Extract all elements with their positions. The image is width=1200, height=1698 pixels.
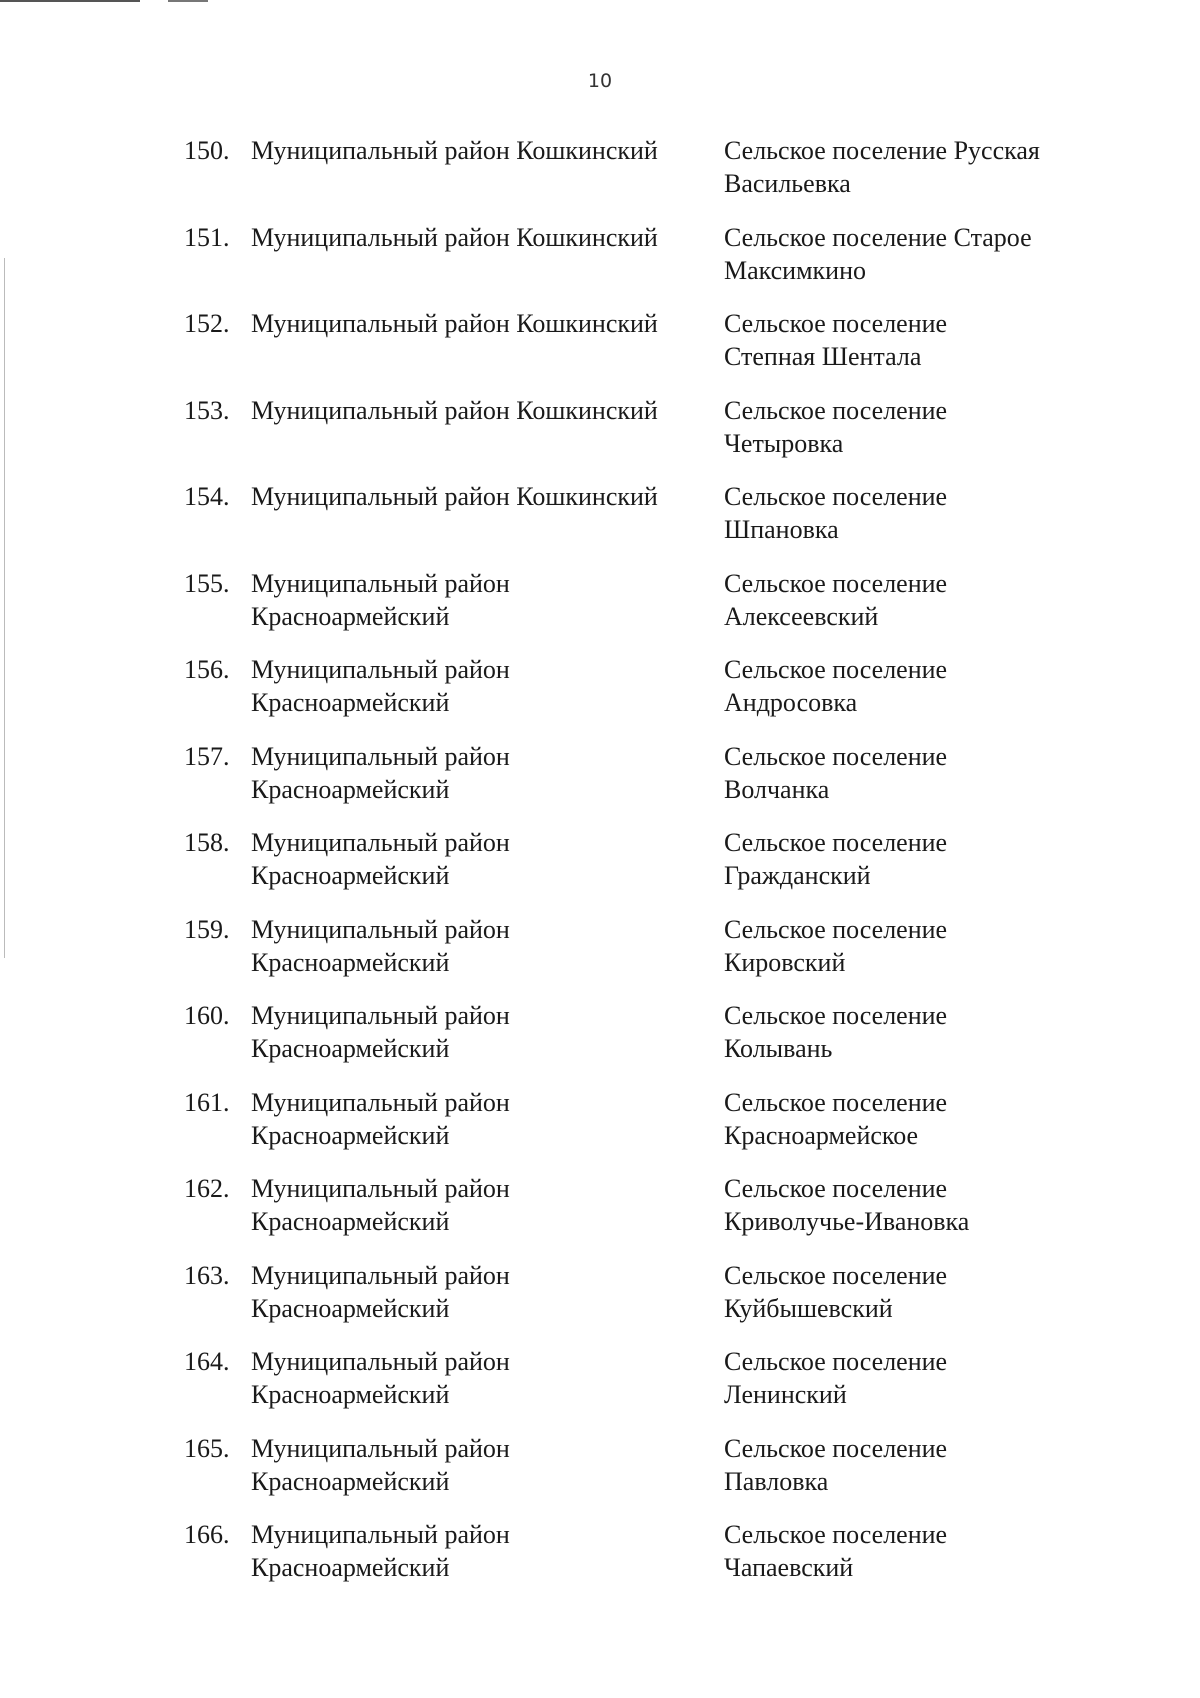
district-line: Муниципальный район xyxy=(251,1433,510,1463)
district-cell xyxy=(251,394,721,427)
row-number: 166. xyxy=(184,1520,230,1549)
list-row xyxy=(0,1345,1200,1432)
district-cell xyxy=(251,740,721,806)
settlement-line: Сельское поселение xyxy=(724,1347,948,1376)
settlement-cell xyxy=(724,567,1124,633)
settlement-line: Сельское поселение xyxy=(724,1520,948,1549)
district-line: Красноармейский xyxy=(251,1120,450,1150)
district-line: Красноармейский xyxy=(251,1553,450,1582)
settlement-cell xyxy=(724,221,1124,287)
settlement-cell xyxy=(724,1518,1124,1584)
list-row xyxy=(0,913,1200,1000)
settlement-line: Сельское поселение xyxy=(724,1260,948,1290)
list-row xyxy=(0,999,1200,1086)
settlement-line: Сельское поселение xyxy=(724,655,948,684)
district-line: Красноармейский xyxy=(251,1207,450,1236)
district-cell xyxy=(251,567,721,633)
row-number: 154. xyxy=(184,482,230,511)
row-number: 157. xyxy=(184,741,230,771)
settlement-line: Сельское поселение xyxy=(724,914,948,944)
settlement-line: Четыровка xyxy=(724,428,844,458)
district-line: Красноармейский xyxy=(251,1466,450,1496)
district-line: Муниципальный район Кошкинский xyxy=(251,395,658,425)
settlement-line: Сельское поселение xyxy=(724,568,948,598)
settlement-cell xyxy=(724,134,1124,200)
settlement-line: Куйбышевский xyxy=(724,1293,893,1323)
district-cell xyxy=(251,913,721,979)
settlement-line: Андросовка xyxy=(724,688,858,717)
settlement-line: Сельское поселение xyxy=(724,309,948,338)
settlement-cell xyxy=(724,1259,1124,1325)
settlement-line: Сельское поселение xyxy=(724,1433,948,1463)
list-row xyxy=(0,567,1200,654)
settlement-cell xyxy=(724,1345,1124,1411)
settlement-cell xyxy=(724,999,1124,1065)
district-line: Муниципальный район xyxy=(251,914,510,944)
settlement-line: Волчанка xyxy=(724,774,830,804)
district-line: Муниципальный район xyxy=(251,1174,510,1203)
district-line: Муниципальный район xyxy=(251,1520,510,1549)
settlement-line: Ленинский xyxy=(724,1380,847,1409)
district-line: Муниципальный район Кошкинский xyxy=(251,222,658,252)
row-number: 153. xyxy=(184,395,230,425)
list-row xyxy=(0,134,1200,221)
settlement-line: Сельское поселение xyxy=(724,395,948,425)
district-line: Красноармейский xyxy=(251,1293,450,1323)
row-number: 156. xyxy=(184,655,230,684)
district-line: Муниципальный район xyxy=(251,1347,510,1376)
district-line: Красноармейский xyxy=(251,947,450,977)
district-cell xyxy=(251,221,721,254)
settlement-line: Криволучье-Ивановка xyxy=(724,1207,970,1236)
row-number: 155. xyxy=(184,568,230,598)
row-number: 158. xyxy=(184,828,230,857)
settlement-cell xyxy=(724,1086,1124,1152)
settlement-line: Сельское поселение Старое xyxy=(724,222,1032,252)
row-number: 159. xyxy=(184,914,230,944)
settlement-line: Чапаевский xyxy=(724,1553,854,1582)
settlement-cell xyxy=(724,480,1124,546)
district-line: Муниципальный район Кошкинский xyxy=(251,309,658,338)
district-cell xyxy=(251,1345,721,1411)
scan-edge-mark xyxy=(0,0,140,2)
district-line: Муниципальный район Кошкинский xyxy=(251,136,658,165)
settlement-line: Шпановка xyxy=(724,515,839,544)
scan-edge-mark xyxy=(168,0,208,2)
district-line: Муниципальный район xyxy=(251,828,510,857)
settlement-line: Максимкино xyxy=(724,255,867,285)
settlement-line: Сельское поселение xyxy=(724,482,948,511)
row-number: 161. xyxy=(184,1087,230,1117)
settlement-line: Сельское поселение xyxy=(724,1174,948,1203)
district-line: Муниципальный район xyxy=(251,1001,510,1030)
settlement-list xyxy=(0,134,1200,1605)
settlement-cell xyxy=(724,1172,1124,1238)
settlement-line: Красноармейское xyxy=(724,1120,919,1150)
settlement-cell xyxy=(724,740,1124,806)
settlement-cell xyxy=(724,394,1124,460)
settlement-line: Сельское поселение xyxy=(724,828,948,857)
row-number: 160. xyxy=(184,1001,230,1030)
settlement-line: Степная Шентала xyxy=(724,342,922,371)
row-number: 163. xyxy=(184,1260,230,1290)
list-row xyxy=(0,307,1200,394)
district-line: Красноармейский xyxy=(251,774,450,804)
list-row xyxy=(0,1172,1200,1259)
district-line: Муниципальный район xyxy=(251,1087,510,1117)
district-cell xyxy=(251,999,721,1065)
district-line: Красноармейский xyxy=(251,601,450,631)
list-row xyxy=(0,480,1200,567)
district-cell xyxy=(251,1259,721,1325)
settlement-line: Сельское поселение xyxy=(724,1087,948,1117)
list-row xyxy=(0,826,1200,913)
district-line: Муниципальный район xyxy=(251,741,510,771)
district-cell xyxy=(251,1432,721,1498)
list-row xyxy=(0,1518,1200,1605)
settlement-line: Колывань xyxy=(724,1034,833,1063)
settlement-line: Сельское поселение Русская xyxy=(724,136,1040,165)
list-row xyxy=(0,653,1200,740)
list-row xyxy=(0,1432,1200,1519)
district-cell xyxy=(251,653,721,719)
row-number: 152. xyxy=(184,309,230,338)
district-line: Красноармейский xyxy=(251,1034,450,1063)
district-cell xyxy=(251,134,721,167)
list-row xyxy=(0,394,1200,481)
settlement-cell xyxy=(724,826,1124,892)
settlement-line: Кировский xyxy=(724,947,846,977)
list-row xyxy=(0,1259,1200,1346)
district-line: Муниципальный район Кошкинский xyxy=(251,482,658,511)
settlement-line: Алексеевский xyxy=(724,601,879,631)
row-number: 162. xyxy=(184,1174,230,1203)
row-number: 164. xyxy=(184,1347,230,1376)
settlement-line: Гражданский xyxy=(724,861,871,890)
district-cell xyxy=(251,1086,721,1152)
list-row xyxy=(0,221,1200,308)
district-line: Красноармейский xyxy=(251,1380,450,1409)
settlement-line: Павловка xyxy=(724,1466,829,1496)
settlement-cell xyxy=(724,307,1124,373)
settlement-line: Сельское поселение xyxy=(724,741,948,771)
settlement-cell xyxy=(724,653,1124,719)
list-row xyxy=(0,1086,1200,1173)
settlement-cell xyxy=(724,913,1124,979)
row-number: 150. xyxy=(184,136,230,165)
row-number: 151. xyxy=(184,222,230,252)
district-line: Муниципальный район xyxy=(251,568,510,598)
district-line: Муниципальный район xyxy=(251,1260,510,1290)
district-cell xyxy=(251,826,721,892)
settlement-line: Сельское поселение xyxy=(724,1001,948,1030)
district-cell xyxy=(251,1518,721,1584)
list-row xyxy=(0,740,1200,827)
settlement-cell xyxy=(724,1432,1124,1498)
page-number: 10 xyxy=(587,70,613,92)
district-line: Красноармейский xyxy=(251,861,450,890)
district-cell xyxy=(251,1172,721,1238)
district-cell xyxy=(251,480,721,513)
settlement-line: Васильевка xyxy=(724,169,851,198)
district-cell xyxy=(251,307,721,340)
district-line: Красноармейский xyxy=(251,688,450,717)
row-number: 165. xyxy=(184,1433,230,1463)
district-line: Муниципальный район xyxy=(251,655,510,684)
